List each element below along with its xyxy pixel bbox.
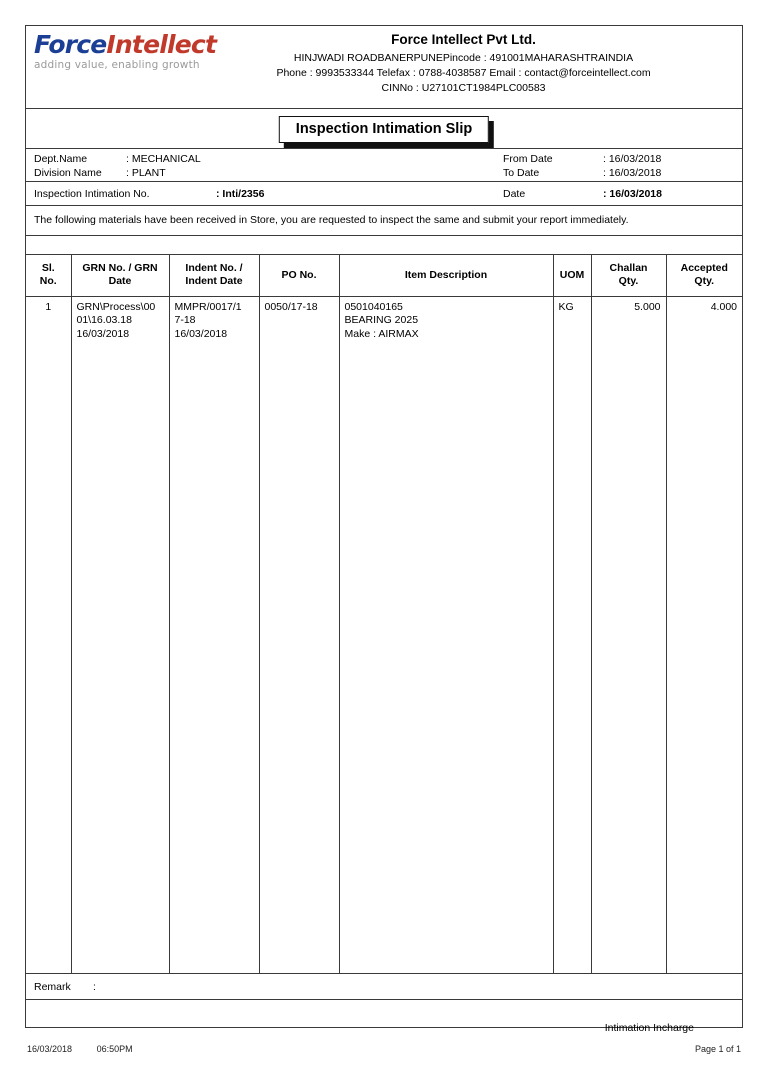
intimation-no-value: : Inti/2356 bbox=[216, 188, 265, 200]
division-name-value: : PLANT bbox=[126, 167, 166, 179]
col-header-indent bbox=[169, 255, 259, 296]
col-header-item-description: Item Description bbox=[339, 255, 553, 296]
table-empty-body-area bbox=[26, 341, 742, 973]
items-table bbox=[26, 255, 742, 973]
footer-date: 16/03/2018 bbox=[27, 1044, 73, 1054]
spacer-grn bbox=[71, 341, 169, 973]
info-row-dept-dates bbox=[26, 149, 742, 182]
col-header-po-no: PO No. bbox=[259, 255, 339, 296]
document-frame bbox=[25, 25, 743, 1034]
logo-tagline: adding value, enabling growth bbox=[34, 59, 200, 72]
cell-po-no: 0050/17-18 bbox=[259, 296, 339, 341]
to-date-value: : 16/03/2018 bbox=[603, 167, 662, 179]
footer-page-number: Page 1 of 1 bbox=[694, 1044, 741, 1054]
table-row bbox=[26, 296, 742, 341]
company-contact: Phone : 9993533344 Telefax : 0788-4038587 Email : contact@forceintellect.com bbox=[276, 67, 651, 79]
company-address: HINJWADI ROADBANERPUNEPincode : 491001MAHARASHTRAINDIA bbox=[293, 52, 634, 64]
info-row-instruction bbox=[26, 206, 742, 236]
col-header-grn-line1: GRN No. / GRN bbox=[82, 262, 158, 275]
company-cin: CINNo : U27101CT1984PLC00583 bbox=[381, 82, 546, 94]
footer-datetime bbox=[27, 1044, 133, 1054]
logo-text-force: Force bbox=[34, 30, 107, 59]
table-header-row bbox=[26, 255, 742, 296]
cell-accepted-qty: 4.000 bbox=[666, 296, 742, 341]
spacer-uom bbox=[553, 341, 591, 973]
col-header-grn-line2: Date bbox=[108, 275, 132, 288]
col-header-accepted-qty bbox=[666, 255, 742, 296]
from-date-label: From Date bbox=[503, 153, 553, 165]
col-header-challan-qty bbox=[591, 255, 666, 296]
cell-grn-line3: 16/03/2018 bbox=[76, 327, 130, 340]
company-name: Force Intellect Pvt Ltd. bbox=[391, 32, 536, 47]
intimation-no-label: Inspection Intimation No. bbox=[34, 188, 150, 200]
intimation-date-label: Date bbox=[503, 188, 526, 200]
spacer-item bbox=[339, 341, 553, 973]
col-header-indent-line2: Indent Date bbox=[185, 275, 243, 288]
info-row-intimation bbox=[26, 182, 742, 206]
dept-name-value: : MECHANICAL bbox=[126, 153, 201, 165]
instruction-text: The following materials have been received in Store, you are requested to inspect the same and submit your report immediately. bbox=[34, 214, 629, 226]
cell-grn bbox=[71, 296, 169, 341]
dept-name-label: Dept.Name bbox=[34, 153, 88, 165]
table-spacer-band bbox=[26, 236, 742, 255]
intimation-date-value: : 16/03/2018 bbox=[603, 188, 662, 200]
cell-grn-line1: GRN\Process\00 bbox=[76, 300, 156, 313]
document-title: Inspection Intimation Slip bbox=[279, 116, 489, 143]
col-header-accepted-line2: Qty. bbox=[694, 275, 715, 288]
signature-label: Intimation Incharge bbox=[604, 1022, 694, 1034]
cell-grn-line2: 01\16.03.18 bbox=[76, 314, 132, 326]
col-header-uom: UOM bbox=[553, 255, 591, 296]
document-header bbox=[26, 26, 742, 109]
spacer-sl-no bbox=[26, 341, 71, 973]
logo-text-intellect: Intellect bbox=[106, 30, 217, 59]
cell-indent-line1: MMPR/0017/1 bbox=[174, 300, 242, 313]
remark-row bbox=[26, 973, 742, 1000]
cell-item-line1: 0501040165 bbox=[344, 300, 403, 313]
spacer-indent bbox=[169, 341, 259, 973]
col-header-sl-no-line2: No. bbox=[39, 275, 57, 288]
col-header-indent-line1: Indent No. / bbox=[185, 262, 243, 275]
footer-time: 06:50PM bbox=[96, 1044, 133, 1054]
cell-indent-line3: 16/03/2018 bbox=[174, 327, 228, 340]
remark-colon: : bbox=[93, 981, 96, 993]
col-header-grn bbox=[71, 255, 169, 296]
cell-challan-qty: 5.000 bbox=[591, 296, 666, 341]
cell-item-line2: BEARING 2025 bbox=[344, 314, 419, 326]
cell-indent bbox=[169, 296, 259, 341]
from-date-value: : 16/03/2018 bbox=[603, 153, 662, 165]
col-header-accepted-line1: Accepted bbox=[680, 262, 728, 275]
col-header-sl-no bbox=[26, 255, 71, 296]
title-box-wrapper bbox=[279, 116, 489, 143]
title-band bbox=[26, 109, 742, 149]
spacer-po bbox=[259, 341, 339, 973]
spacer-challan bbox=[591, 341, 666, 973]
col-header-challan-line1: Challan bbox=[609, 262, 648, 275]
company-info-block bbox=[191, 32, 736, 96]
division-name-label: Division Name bbox=[34, 167, 102, 179]
cell-indent-line2: 7-18 bbox=[174, 314, 196, 326]
cell-uom: KG bbox=[553, 296, 591, 341]
col-header-challan-line2: Qty. bbox=[618, 275, 639, 288]
col-header-sl-no-line1: Sl. bbox=[41, 262, 55, 275]
cell-item-description bbox=[339, 296, 553, 341]
spacer-accepted bbox=[666, 341, 742, 973]
to-date-label: To Date bbox=[503, 167, 540, 179]
signature-row bbox=[26, 1000, 742, 1057]
remark-label: Remark bbox=[34, 981, 71, 993]
cell-sl-no: 1 bbox=[26, 296, 71, 341]
cell-item-line3: Make : AIRMAX bbox=[344, 327, 419, 340]
